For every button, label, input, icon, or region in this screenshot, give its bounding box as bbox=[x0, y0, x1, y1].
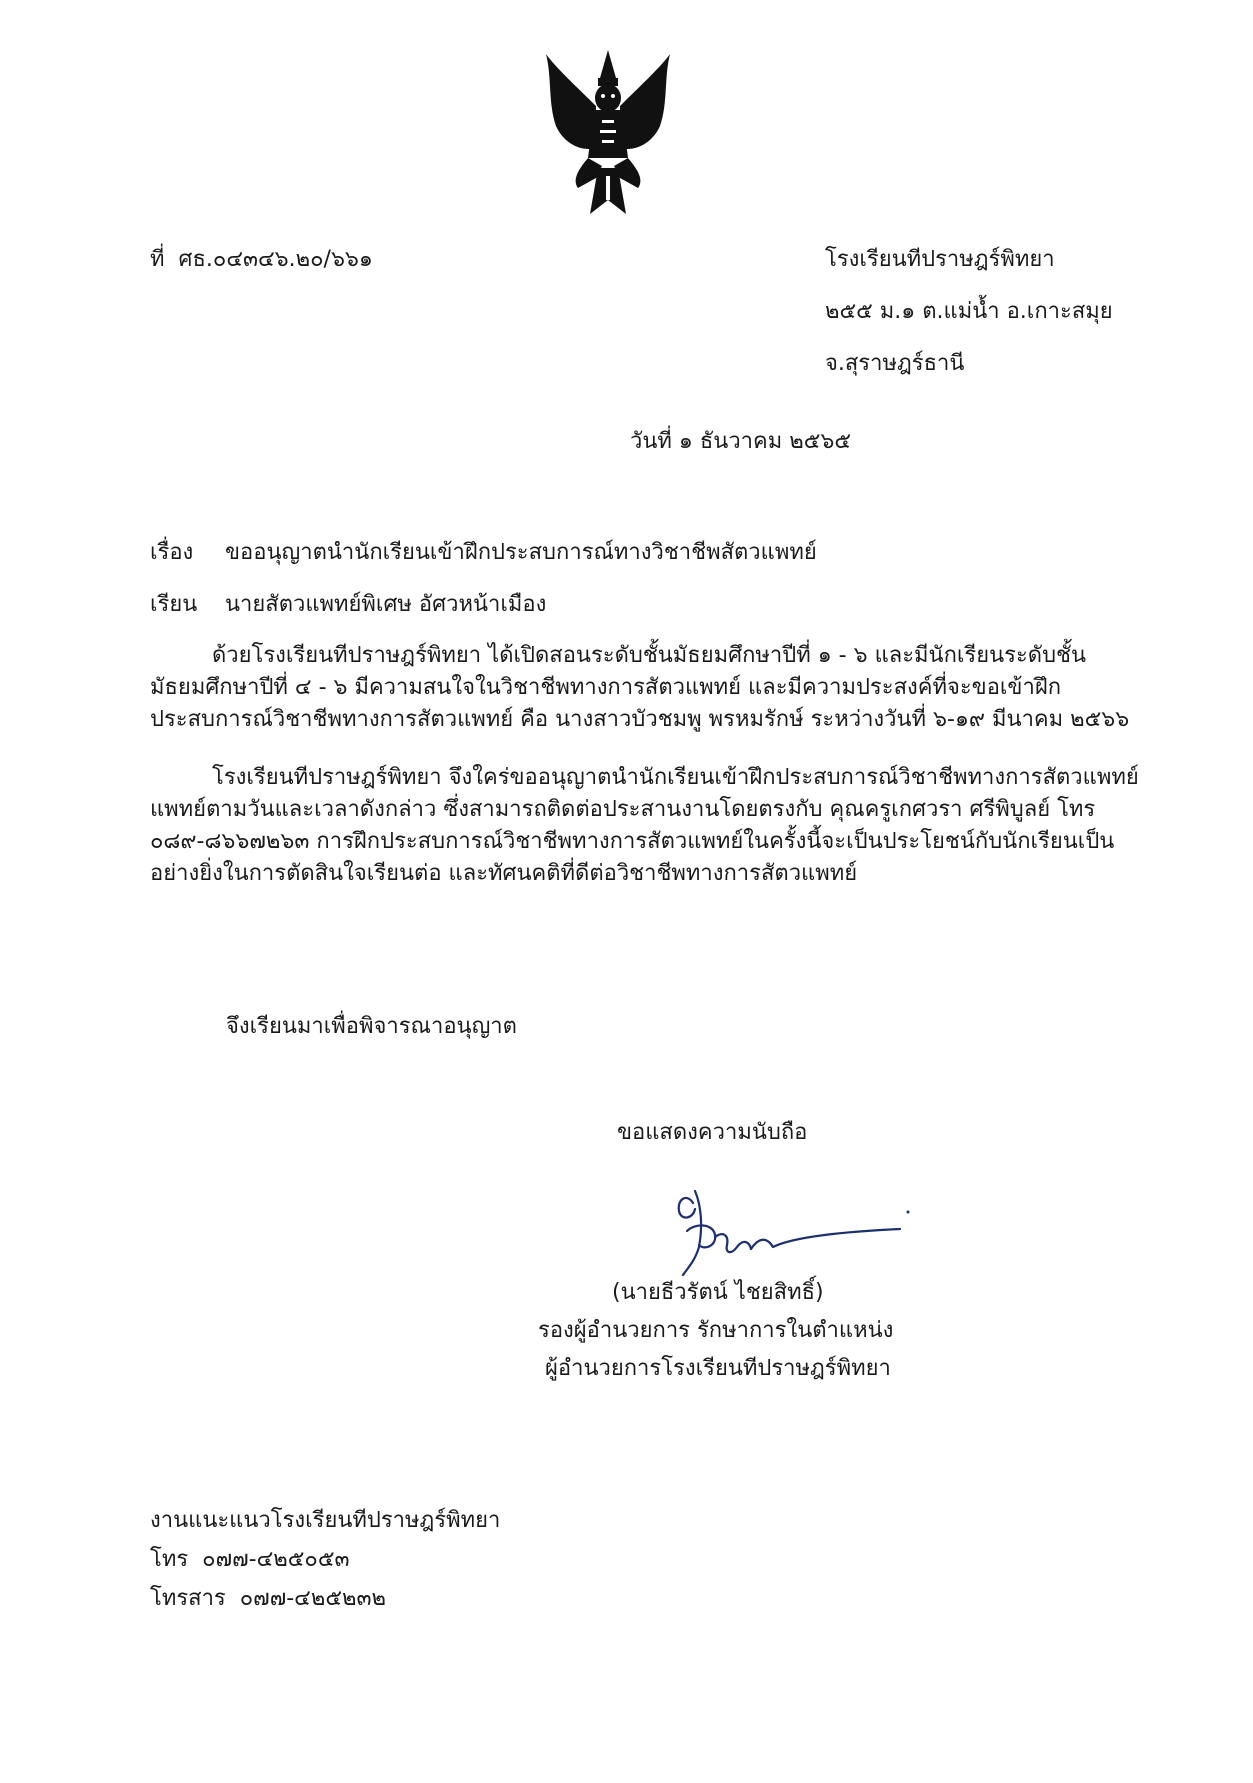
paragraph-line: ด้วยโรงเรียนทีปราษฎร์พิทยา ได้เปิดสอนระดับชั้นมัธยมศึกษาปีที่ ๑ - ๖ และมีนักเรียนระดับชั้น bbox=[212, 643, 1087, 668]
reference-number: ศธ.๐๔๓๔๖.๒๐/๖๖๑ bbox=[178, 247, 373, 272]
footer-phone-line bbox=[150, 1545, 350, 1575]
complimentary-closing: ขอแสดงความนับถือ bbox=[617, 1120, 808, 1145]
body-paragraph-1 bbox=[150, 640, 1130, 736]
sender-name: โรงเรียนทีปราษฎร์พิทยา bbox=[825, 247, 1055, 272]
signatory-title-line-1: รองผู้อำนวยการ รักษาการในตำแหน่ง bbox=[538, 1318, 894, 1343]
paragraph-line: มัธยมศึกษาปีที่ ๔ - ๖ มีความสนใจในวิชาชีพทางการสัตวแพทย์ และมีความประสงค์ที่จะขอเข้าฝึก bbox=[150, 675, 1062, 700]
garuda-emblem-icon bbox=[538, 48, 678, 216]
signatory-name: (นายธีวรัตน์ ไชยสิทธิ์) bbox=[612, 1280, 824, 1305]
phone-number: ๐๗๗-๔๒๕๐๕๓ bbox=[202, 1547, 350, 1572]
paragraph-line: แพทย์ตามวันและเวลาดังกล่าว ซึ่งสามารถติดต่อประสานงานโดยตรงกับ คุณครูเกศวรา ศรีพิบูลย์ โทร bbox=[150, 797, 1096, 822]
letter-date: วันที่ ๑ ธันวาคม ๒๕๖๕ bbox=[630, 429, 851, 454]
signatory-title-line-2: ผู้อำนวยการโรงเรียนทีปราษฎร์พิทยา bbox=[545, 1356, 891, 1381]
body-paragraph-2 bbox=[150, 762, 1139, 890]
sender-address-line-2: จ.สุราษฎร์ธานี bbox=[825, 351, 965, 376]
subject-label: เรื่อง bbox=[150, 540, 194, 565]
phone-label: โทร bbox=[150, 1547, 189, 1572]
reference-number-line bbox=[150, 245, 373, 275]
handwritten-signature bbox=[665, 1185, 910, 1285]
footer-department: งานแนะแนวโรงเรียนทีปราษฎร์พิทยา bbox=[150, 1508, 501, 1533]
closing-request: จึงเรียนมาเพื่อพิจารณาอนุญาต bbox=[226, 1014, 517, 1039]
fax-number: ๐๗๗-๔๒๕๒๓๒ bbox=[239, 1586, 387, 1611]
recipient-label: เรียน bbox=[150, 592, 198, 617]
footer-fax-line bbox=[150, 1584, 386, 1614]
reference-label: ที่ bbox=[150, 247, 165, 272]
paragraph-line: ประสบการณ์วิชาชีพทางการสัตวแพทย์ คือ นางสาวบัวชมพู พรหมรักษ์ ระหว่างวันที่ ๖-๑๙ มีนาคม ๒๕๖๖ bbox=[150, 707, 1130, 732]
paragraph-line: อย่างยิ่งในการตัดสินใจเรียนต่อ และทัศนคติที่ดีต่อวิชาชีพทางการสัตวแพทย์ bbox=[150, 861, 858, 886]
paragraph-line: ๐๘๙-๘๖๖๗๒๖๓ การฝึกประสบการณ์วิชาชีพทางการสัตวแพทย์ในครั้งนี้จะเป็นประโยชน์กับนักเรียนเป็น bbox=[150, 829, 1115, 854]
fax-label: โทรสาร bbox=[150, 1586, 226, 1611]
recipient-text: นายสัตวแพทย์พิเศษ อัศวหน้าเมือง bbox=[225, 592, 547, 617]
sender-address-line-1: ๒๕๕ ม.๑ ต.แม่น้ำ อ.เกาะสมุย bbox=[825, 299, 1113, 324]
paragraph-line: โรงเรียนทีปราษฎร์พิทยา จึงใคร่ขออนุญาตนำนักเรียนเข้าฝึกประสบการณ์วิชาชีพทางการสัตวแพทย์ bbox=[212, 765, 1139, 790]
subject-text: ขออนุญาตนำนักเรียนเข้าฝึกประสบการณ์ทางวิชาชีพสัตวแพทย์ bbox=[225, 540, 817, 565]
